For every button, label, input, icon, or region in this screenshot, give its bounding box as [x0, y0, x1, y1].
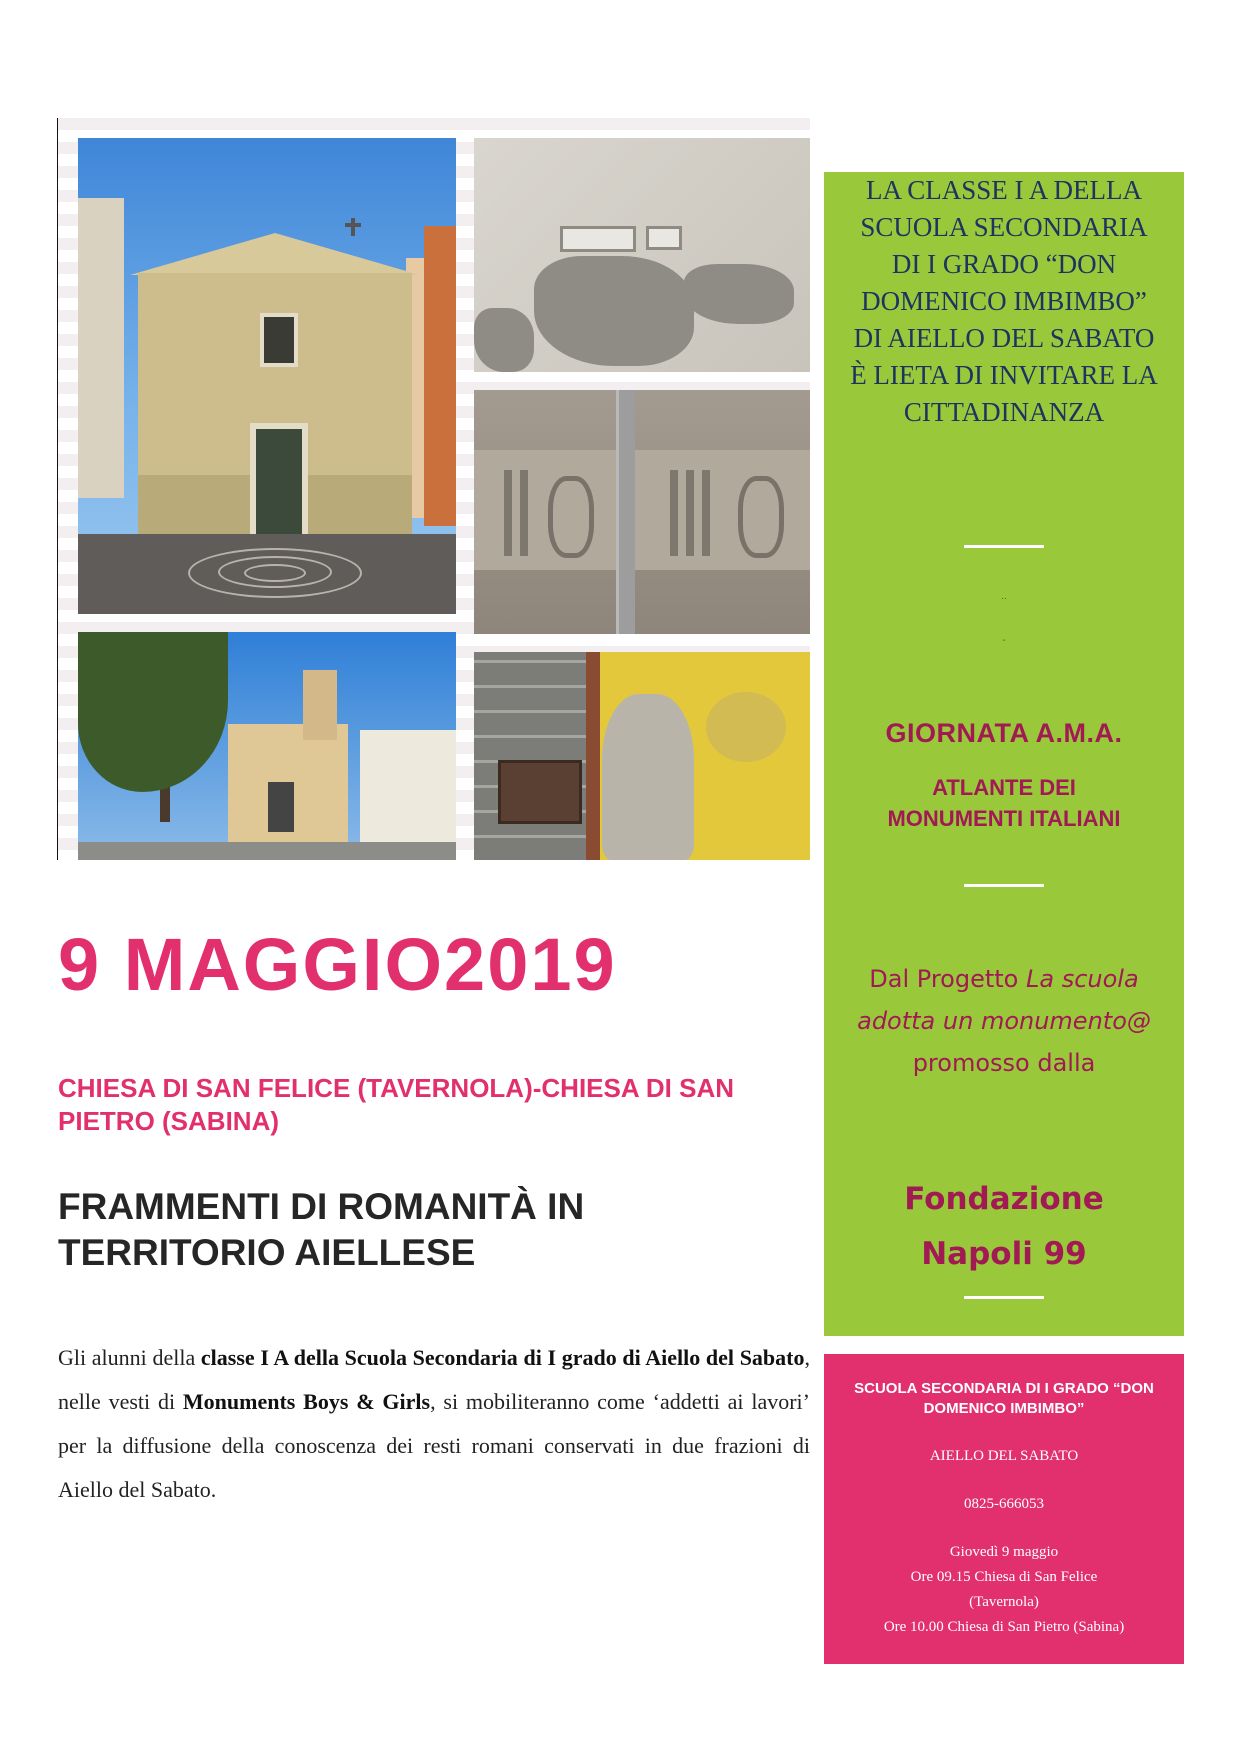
dot-mark: - [1002, 635, 1006, 646]
body-bold: classe I A della Scuola Secondaria di I grado di Aiello del Sabato [200, 1345, 805, 1370]
event-subtitle: ATLANTE DEI MONUMENTI ITALIANI [887, 775, 1121, 831]
project-suffix: promosso dalla [912, 1049, 1096, 1077]
event-date: 9 MAGGIO2019 [58, 923, 617, 1006]
schedule-item: Ore 09.15 Chiesa di San Felice [910, 1569, 1098, 1585]
school-name: SCUOLA SECONDARIA DI I GRADO “DON DOMENICO IMBIMBO” [854, 1380, 1154, 1417]
body-part: , nelle vesti di [58, 1345, 810, 1414]
foundation-name: Fondazione Napoli 99 [904, 1181, 1104, 1272]
photo-collage [58, 118, 810, 860]
description-paragraph [58, 1336, 810, 1512]
info-box [824, 1354, 1184, 1664]
invitation-text: LA CLASSE I A DELLA SCUOLA SECONDARIA DI I GRADO “DON DOMENICO IMBIMBO” DI AIELLO DEL SABATO È LIETA DI INVITARE LA CITTADINANZA [850, 175, 1158, 427]
photo-headless-statue [474, 652, 810, 860]
photo-church-san-pietro [78, 632, 456, 860]
divider-rule [964, 1296, 1044, 1299]
event-title: GIORNATA A.M.A. [885, 718, 1123, 748]
project-name: La scuola adotta un monumento@ [857, 965, 1151, 1035]
event-locations: CHIESA DI SAN FELICE (TAVERNOLA)-CHIESA DI SAN PIETRO (SABINA) [58, 1073, 735, 1136]
divider-rule [964, 884, 1044, 887]
town-name: AIELLO DEL SABATO [929, 1448, 1079, 1464]
project-text [844, 958, 1164, 1084]
photo-wall-with-plaques [474, 138, 810, 372]
photo-roman-frieze [474, 390, 810, 634]
body-bold: Monuments Boys & Girls [182, 1389, 431, 1414]
dot-mark: .. [1001, 591, 1007, 602]
schedule-item: Ore 10.00 Chiesa di San Pietro (Sabina) [883, 1619, 1125, 1635]
schedule-item: (Tavernola) [969, 1594, 1039, 1610]
invitation-sidebar [824, 172, 1184, 1336]
phone-number: 0825-666053 [964, 1496, 1044, 1512]
event-day: Giovedì 9 maggio [949, 1544, 1059, 1560]
body-part: Gli alunni della [58, 1345, 201, 1370]
project-prefix: Dal Progetto [869, 965, 1019, 993]
divider-rule [964, 545, 1044, 548]
body-part: , si mobiliteranno come ‘addetti ai lavori’ per la diffusione della conoscenza dei resti romani conservati in due frazioni di Aiello del Sabato. [58, 1389, 810, 1502]
event-heading: FRAMMENTI DI ROMANITÀ IN TERRITORIO AIELLESE [58, 1186, 585, 1273]
photo-church-san-felice [78, 138, 456, 614]
